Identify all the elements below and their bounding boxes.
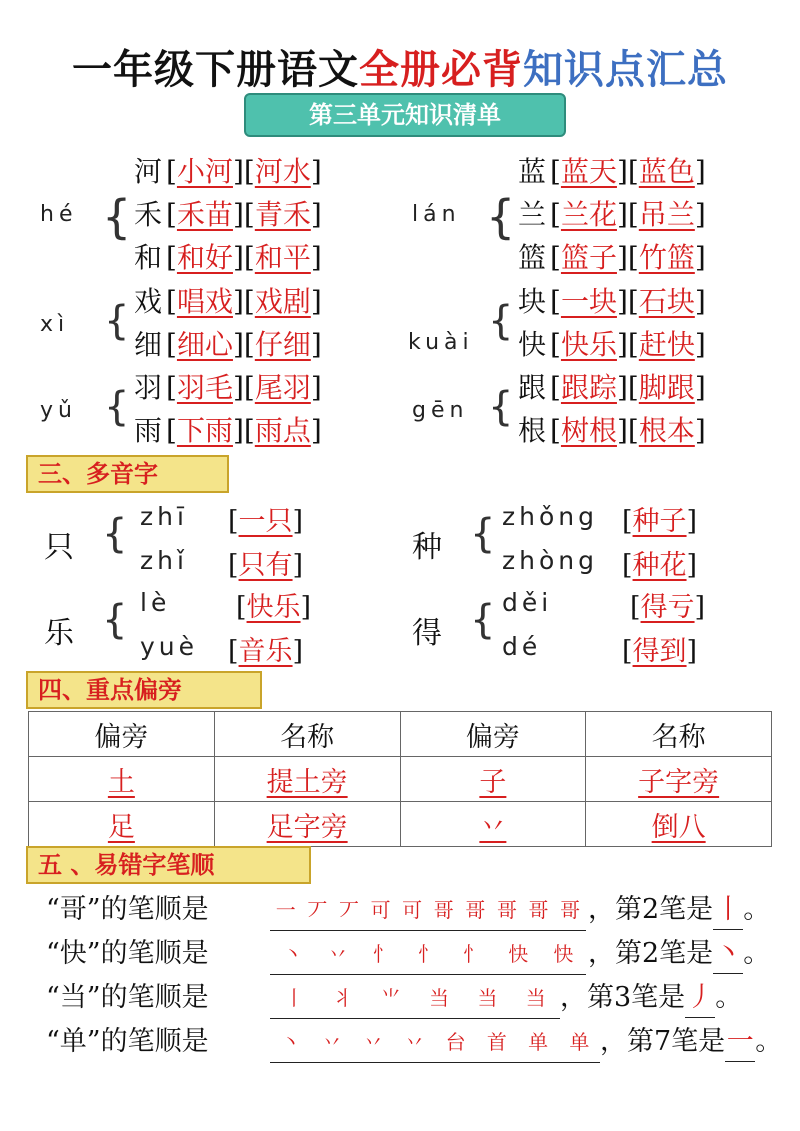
poly-word: [只有]: [228, 550, 304, 581]
word: 快乐: [560, 328, 617, 361]
poly-char: 乐: [44, 616, 74, 651]
stroke-step: 台: [445, 1030, 466, 1054]
stroke-step: 单: [569, 1030, 590, 1054]
char: 和: [134, 241, 163, 274]
char: 羽: [134, 371, 163, 404]
char: 兰: [518, 198, 547, 231]
table-row: [29, 757, 772, 802]
stroke-step: 一: [275, 898, 296, 922]
section-4-label: 四、重点偏旁: [26, 671, 262, 709]
pinyin-label: lán: [412, 202, 461, 227]
title-part-3: 知识点汇总: [523, 47, 728, 93]
stroke-row: [46, 976, 209, 1020]
stroke-prefix: “单”的笔顺是: [46, 1026, 209, 1057]
radicals-table: [28, 711, 772, 847]
poly-char: 只: [44, 530, 74, 565]
poly-word: [种子]: [622, 506, 698, 537]
stroke-steps: [270, 934, 586, 975]
table-cell: 丷: [400, 802, 586, 847]
stroke-step: 快: [508, 942, 529, 966]
word: 河水: [254, 155, 311, 188]
stroke-step: 丶: [280, 1030, 301, 1054]
word-row: 戏 [唱戏][戏剧]: [134, 282, 322, 322]
word: 雨点: [254, 414, 311, 447]
word: 和好: [176, 241, 233, 274]
stroke-step: 首: [486, 1030, 507, 1054]
stroke-step: 丆: [338, 898, 359, 922]
brace-icon: {: [102, 511, 128, 557]
poly-word: [得到]: [622, 636, 698, 667]
stroke-step: 哥: [465, 898, 486, 922]
poly-pinyin: zhòng: [502, 546, 598, 575]
stroke-step: 可: [370, 898, 391, 922]
stroke-step: 哥: [496, 898, 517, 922]
char: 跟: [518, 371, 547, 404]
stroke-answer: ，第2笔是丶。: [588, 932, 770, 976]
word: 竹篮: [638, 241, 695, 274]
word-row: 细 [细心][仔细]: [134, 325, 322, 365]
word: 石块: [638, 285, 695, 318]
stroke-step: 丷: [327, 942, 348, 966]
section-5-label: 五 、易错字笔顺: [26, 846, 311, 884]
stroke-step: 当: [429, 986, 450, 1010]
stroke-step: 单: [528, 1030, 549, 1054]
word-row: 兰 [兰花][吊兰]: [518, 195, 706, 235]
brace-icon: {: [488, 298, 514, 344]
brace-icon: {: [102, 597, 128, 643]
stroke-steps: [270, 890, 586, 931]
stroke-prefix: “快”的笔顺是: [46, 938, 209, 969]
stroke-step: 哥: [528, 898, 549, 922]
table-cell: 土: [29, 757, 215, 802]
stroke-step: 当: [525, 986, 546, 1010]
char: 河: [134, 155, 163, 188]
word-row: 雨 [下雨][雨点]: [134, 411, 322, 451]
word-row: 篮 [篮子][竹篮]: [518, 238, 706, 278]
char: 块: [518, 285, 547, 318]
poly-word: [音乐]: [228, 636, 304, 667]
stroke-step: 丨: [284, 986, 305, 1010]
brace-icon: {: [486, 190, 516, 244]
table-cell: 足字旁: [214, 802, 400, 847]
table-header-row: [29, 712, 772, 757]
word: 羽毛: [176, 371, 233, 404]
word: 脚跟: [638, 371, 695, 404]
char: 快: [518, 328, 547, 361]
word: 树根: [560, 414, 617, 447]
word-row: 块 [一块][石块]: [518, 282, 706, 322]
word: 跟踪: [560, 371, 617, 404]
stroke-step: ⺌: [380, 986, 401, 1010]
stroke-steps: [270, 1022, 600, 1063]
stroke-step: 丷: [321, 1030, 342, 1054]
word: 仔细: [254, 328, 311, 361]
char: 雨: [134, 414, 163, 447]
poly-word: [得亏]: [630, 592, 706, 623]
stroke-step: 丷: [363, 1030, 384, 1054]
table-header: 偏旁: [400, 712, 586, 757]
word: 禾苗: [176, 198, 233, 231]
char: 篮: [518, 241, 547, 274]
poly-pinyin: lè: [140, 588, 171, 617]
word: 和平: [254, 241, 311, 274]
poly-pinyin: zhī: [140, 502, 188, 531]
word-row: 跟 [跟踪][脚跟]: [518, 368, 706, 408]
stroke-step: 快: [553, 942, 574, 966]
brace-icon: {: [104, 298, 130, 344]
char: 禾: [134, 198, 163, 231]
table-cell: 足: [29, 802, 215, 847]
pinyin-label: kuài: [408, 330, 474, 355]
stroke-answer: ，第3笔是丿。: [560, 976, 742, 1020]
table-header: 名称: [214, 712, 400, 757]
stroke-prefix: “当”的笔顺是: [46, 982, 209, 1013]
word: 青禾: [254, 198, 311, 231]
stroke-step: 当: [477, 986, 498, 1010]
word: 细心: [176, 328, 233, 361]
poly-pinyin: zhǐ: [140, 546, 188, 575]
char: 蓝: [518, 155, 547, 188]
brace-icon: {: [470, 597, 496, 643]
stroke-prefix: “哥”的笔顺是: [46, 894, 209, 925]
section-3-label: 三、多音字: [26, 455, 229, 493]
word: 蓝色: [638, 155, 695, 188]
word: 戏剧: [254, 285, 311, 318]
word-row: 和 [和好][和平]: [134, 238, 322, 278]
stroke-step: 哥: [560, 898, 581, 922]
poly-char: 种: [412, 530, 442, 565]
word: 根本: [638, 414, 695, 447]
word: 吊兰: [638, 198, 695, 231]
word: 小河: [176, 155, 233, 188]
table-row: [29, 802, 772, 847]
table-cell: 子: [400, 757, 586, 802]
stroke-step: 忄: [372, 942, 393, 966]
stroke-answer: ，第7笔是一。: [600, 1020, 782, 1064]
char: 细: [134, 328, 163, 361]
title-part-1: 一年级下册语文: [72, 47, 359, 93]
char: 戏: [134, 285, 163, 318]
unit-label: 第三单元知识清单: [244, 93, 566, 137]
word: 下雨: [176, 414, 233, 447]
stroke-step: 可: [402, 898, 423, 922]
table-header: 名称: [586, 712, 772, 757]
pinyin-label: xì: [40, 312, 70, 337]
stroke-step: 哥: [433, 898, 454, 922]
stroke-step: 丷: [404, 1030, 425, 1054]
stroke-step: 忄: [463, 942, 484, 966]
word: 一块: [560, 285, 617, 318]
poly-word: [快乐]: [236, 592, 312, 623]
stroke-step: 忄: [417, 942, 438, 966]
word-row: 羽 [羽毛][尾羽]: [134, 368, 322, 408]
page-title: [0, 38, 800, 95]
stroke-steps: [270, 978, 560, 1019]
stroke-answer: ，第2笔是丨。: [588, 888, 770, 932]
word: 蓝天: [560, 155, 617, 188]
word-row: 河 [小河][河水]: [134, 152, 322, 192]
stroke-row: [46, 888, 209, 932]
char: 根: [518, 414, 547, 447]
poly-char: 得: [412, 616, 442, 651]
stroke-step: 丆: [307, 898, 328, 922]
table-cell: 子字旁: [586, 757, 772, 802]
word-row: 根 [树根][根本]: [518, 411, 706, 451]
word: 唱戏: [176, 285, 233, 318]
table-header: 偏旁: [29, 712, 215, 757]
word: 篮子: [560, 241, 617, 274]
poly-pinyin: zhǒng: [502, 502, 598, 531]
pinyin-label: yǔ: [40, 398, 77, 423]
poly-word: [种花]: [622, 550, 698, 581]
brace-icon: {: [104, 384, 130, 430]
stroke-row: [46, 1020, 209, 1064]
table-cell: 提土旁: [214, 757, 400, 802]
word: 赶快: [638, 328, 695, 361]
stroke-row: [46, 932, 209, 976]
word-row: 蓝 [蓝天][蓝色]: [518, 152, 706, 192]
stroke-step: 丬: [332, 986, 353, 1010]
brace-icon: {: [102, 190, 132, 244]
stroke-step: 丶: [282, 942, 303, 966]
title-part-2: 全册必背: [359, 47, 523, 93]
word: 兰花: [560, 198, 617, 231]
word-row: 快 [快乐][赶快]: [518, 325, 706, 365]
poly-word: [一只]: [228, 506, 304, 537]
word-row: 禾 [禾苗][青禾]: [134, 195, 322, 235]
poly-pinyin: děi: [502, 588, 553, 617]
word: 尾羽: [254, 371, 311, 404]
brace-icon: {: [488, 384, 514, 430]
poly-pinyin: yuè: [140, 632, 199, 661]
pinyin-label: hé: [40, 202, 78, 227]
pinyin-label: gēn: [412, 398, 469, 423]
table-cell: 倒八: [586, 802, 772, 847]
poly-pinyin: dé: [502, 632, 542, 661]
brace-icon: {: [470, 511, 496, 557]
